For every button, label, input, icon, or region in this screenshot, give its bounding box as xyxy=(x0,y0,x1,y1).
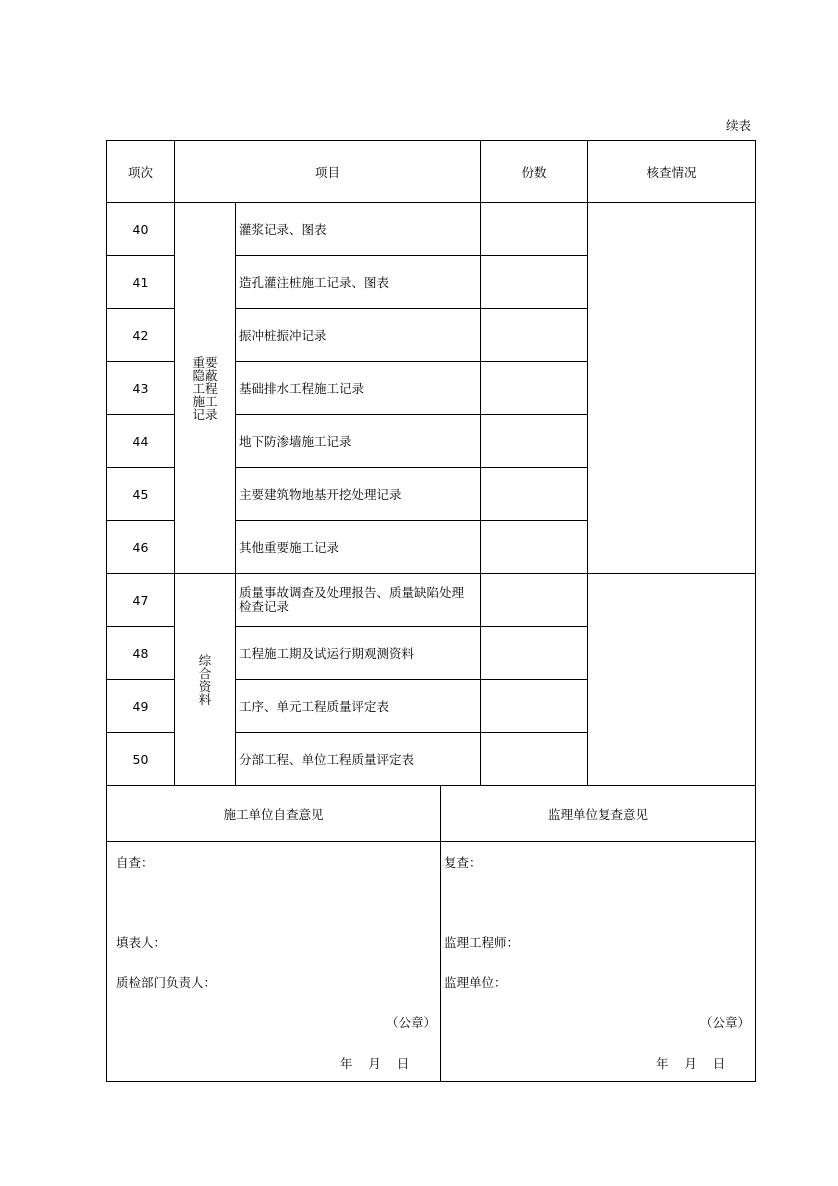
contractor-opinion-title: 施工单位自查意见 xyxy=(223,806,324,822)
row-item: 分部工程、单位工程质量评定表 xyxy=(239,752,415,767)
row-item: 灌浆记录、图表 xyxy=(239,222,327,237)
row-number: 42 xyxy=(132,327,149,343)
group-label-comprehensive xyxy=(175,574,235,785)
row-item: 造孔灌注桩施工记录、图表 xyxy=(239,275,390,290)
row-item: 振冲桩振冲记录 xyxy=(239,328,327,343)
supervisor-opinion-title: 监理单位复查意见 xyxy=(547,806,648,822)
row-number: 48 xyxy=(132,645,149,661)
row-item: 基础排水工程施工记录 xyxy=(239,381,365,396)
right-date-label: 年 月 日 xyxy=(656,1056,726,1071)
row-number: 49 xyxy=(132,698,149,714)
filler-label: 填表人： xyxy=(116,935,167,950)
group-label-hidden-works xyxy=(175,203,235,573)
column-header-no: 项次 xyxy=(127,164,153,180)
group-label-text: 综 合 资 料 xyxy=(198,652,212,707)
right-seal-label: （公章） xyxy=(700,1015,751,1030)
supervising-engineer-label: 监理工程师： xyxy=(444,935,520,950)
column-header-check: 核查情况 xyxy=(646,164,697,180)
left-date-label: 年 月 日 xyxy=(340,1056,410,1071)
left-seal-label: （公章） xyxy=(386,1015,437,1030)
row-item: 质量事故调查及处理报告、质量缺陷处理检查记录 xyxy=(239,585,465,614)
row-number: 46 xyxy=(132,539,149,555)
row-number: 47 xyxy=(132,592,149,608)
continued-label: 续表 xyxy=(726,118,752,133)
row-number: 41 xyxy=(132,274,149,290)
row-item: 地下防渗墙施工记录 xyxy=(239,434,352,449)
row-item: 工序、单元工程质量评定表 xyxy=(239,699,390,714)
row-number: 43 xyxy=(132,380,149,396)
group-label-text: 重要 隐蔽 工程 施工 记录 xyxy=(192,354,218,422)
row-number: 40 xyxy=(132,221,149,237)
row-item: 工程施工期及试运行期观测资料 xyxy=(239,646,415,661)
supervising-unit-label: 监理单位： xyxy=(444,975,507,990)
column-header-copies: 份数 xyxy=(521,164,547,180)
row-number: 50 xyxy=(132,751,149,767)
row-number: 45 xyxy=(132,486,149,502)
row-item: 主要建筑物地基开挖处理记录 xyxy=(239,487,402,502)
self-check-label: 自查： xyxy=(116,855,154,870)
row-number: 44 xyxy=(132,433,149,449)
column-header-item: 项目 xyxy=(314,164,340,180)
review-check-label: 复查： xyxy=(444,855,482,870)
qc-head-label: 质检部门负责人： xyxy=(116,975,217,990)
row-item: 其他重要施工记录 xyxy=(239,540,340,555)
